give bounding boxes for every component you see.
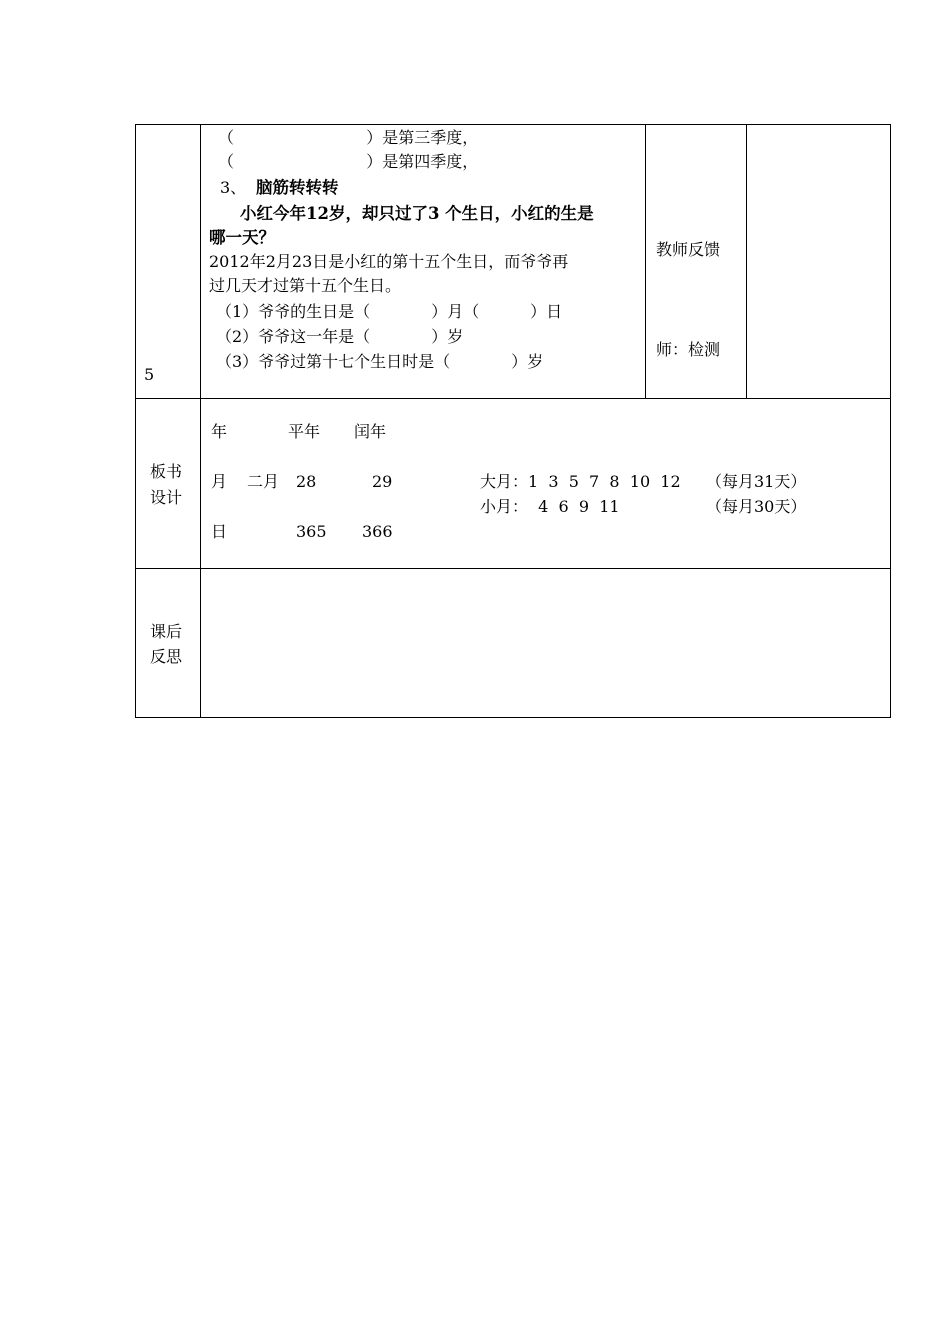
row-divider-2	[135, 568, 891, 569]
board-design-label-1: 板书	[150, 462, 183, 481]
feb-leap-days: 29	[372, 472, 393, 491]
small-months-note: （每月30天）	[706, 497, 807, 516]
third-quarter-line: （ ）是第三季度，	[218, 128, 479, 147]
sub-question-3: （3）爷爷过第十七个生日时是（ ）岁	[216, 352, 544, 371]
big-months: 大月：1 3 5 7 8 10 12	[480, 472, 681, 491]
leap-year-label: 闰年	[354, 422, 387, 441]
common-year-days: 365	[296, 522, 327, 541]
row-number: 5	[144, 365, 155, 384]
extra-column-divider	[746, 124, 747, 399]
table-border-right	[890, 124, 891, 718]
table-border-bottom	[135, 717, 891, 718]
leap-year-days: 366	[362, 522, 393, 541]
table-border-left	[135, 124, 136, 718]
february-label: 二月	[247, 472, 280, 491]
fourth-quarter-line: （ ）是第四季度，	[218, 152, 479, 171]
sub-question-1: （1）爷爷的生日是（ ）月（ ）日	[216, 302, 563, 321]
year-label: 年	[211, 422, 228, 441]
big-months-note: （每月31天）	[706, 472, 807, 491]
feedback-column-divider	[645, 124, 646, 399]
label-column-divider	[200, 124, 201, 718]
reflection-label-2: 反思	[150, 647, 183, 666]
given-line-1: 2012年2月23日是小红的第十五个生日，而爷爷再	[209, 252, 569, 271]
problem-line-1: 小红今年12岁，却只过了3 个生日，小红的生是	[240, 204, 594, 223]
section-title: 脑筋转转转	[256, 178, 339, 197]
given-line-2: 过几天才过第十五个生日。	[209, 276, 402, 295]
small-months: 小月： 4 6 9 11	[480, 497, 620, 516]
sub-question-2: （2）爷爷这一年是（ ）岁	[216, 327, 464, 346]
teacher-check-label: 师：检测	[656, 340, 721, 359]
reflection-label-1: 课后	[150, 622, 183, 641]
teacher-feedback-label: 教师反馈	[656, 240, 721, 259]
board-design-label-2: 设计	[150, 488, 183, 507]
common-year-label: 平年	[288, 422, 321, 441]
feb-common-days: 28	[296, 472, 317, 491]
section-number: 3、	[220, 178, 247, 197]
row-divider-1	[135, 398, 891, 399]
table-border-top	[135, 124, 891, 125]
day-label: 日	[211, 522, 228, 541]
month-label: 月	[211, 472, 228, 491]
problem-line-2: 哪一天？	[209, 228, 275, 247]
